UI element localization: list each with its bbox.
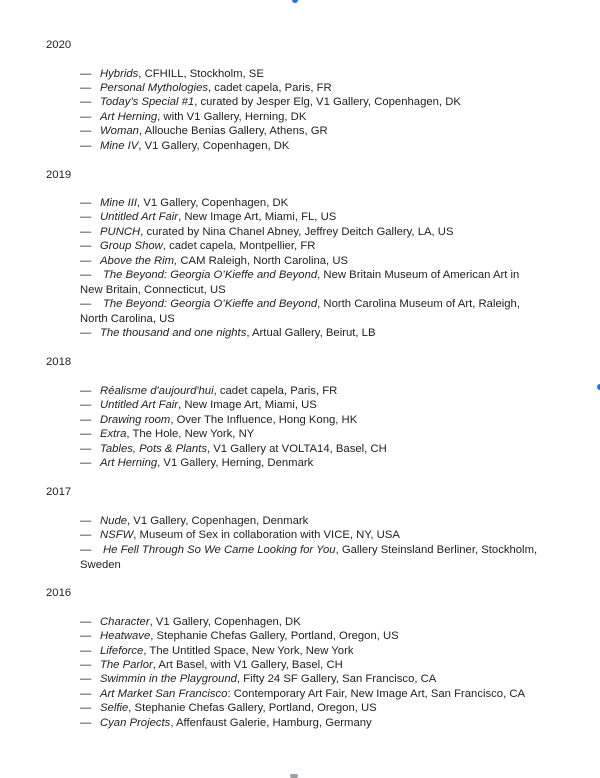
scroll-indicator-top (292, 0, 298, 3)
list-item: — The Beyond: Georgia O’Kieffe and Beyond, New Britain Museum of American Art in New Britain, Connecticut, US (80, 269, 520, 296)
list-item: — Art Herning, with V1 Gallery, Herning, DK (80, 111, 307, 123)
list-item: — Hybrids, CFHILL, Stockholm, SE (80, 68, 264, 80)
list-item: — Nude, V1 Gallery, Copenhagen, Denmark (80, 515, 309, 527)
list-item: — Untitled Art Fair, New Image Art, Miami, US (80, 399, 317, 411)
list-item: — NSFW, Museum of Sex in collaboration with VICE, NY, USA (80, 529, 400, 541)
year-heading-2020: 2020 (46, 39, 72, 51)
year-heading-2016: 2016 (46, 587, 72, 599)
list-item: — Tables, Pots & Plants, V1 Gallery at VOLTA14, Basel, CH (80, 443, 387, 455)
list-item: — He Fell Through So We Came Looking for You, Gallery Steinsland Berliner, Stockholm, Sweden (80, 544, 538, 571)
list-item: — Today’s Special #1, curated by Jesper Elg, V1 Gallery, Copenhagen, DK (80, 96, 461, 108)
list-item: — The thousand and one nights, Artual Gallery, Beirut, LB (80, 327, 376, 339)
list-item: — Cyan Projects, Affenfaust Galerie, Hamburg, Germany (80, 717, 372, 729)
list-item: — PUNCH, curated by Nina Chanel Abney, Jeffrey Deitch Gallery, LA, US (80, 226, 454, 238)
list-item: — Heatwave, Stephanie Chefas Gallery, Portland, Oregon, US (80, 630, 399, 642)
list-item: — The Beyond: Georgia O’Kieffe and Beyond, North Carolina Museum of Art, Raleigh, North Carolina, US (80, 298, 520, 325)
year-heading-2019: 2019 (46, 169, 72, 181)
list-item: — Mine IV, V1 Gallery, Copenhagen, DK (80, 140, 290, 152)
list-item: — Mine III, V1 Gallery, Copenhagen, DK (80, 197, 289, 209)
list-item: — Untitled Art Fair, New Image Art, Miami, FL, US (80, 211, 337, 223)
list-item: — Lifeforce, The Untitled Space, New York, New York (80, 645, 354, 657)
list-item: — Extra, The Hole, New York, NY (80, 428, 255, 440)
list-item: — Woman, Allouche Benias Gallery, Athens, GR (80, 125, 328, 137)
list-item: — Art Herning, V1 Gallery, Herning, Denmark (80, 457, 314, 469)
list-item: — Art Market San Francisco: Contemporary Art Fair, New Image Art, San Francisco, CA (80, 688, 526, 700)
list-item: — Character, V1 Gallery, Copenhagen, DK (80, 616, 301, 628)
year-heading-2017: 2017 (46, 486, 72, 498)
list-item: — Personal Mythologies, cadet capela, Paris, FR (80, 82, 332, 94)
list-item: — Réalisme d'aujourd'hui, cadet capela, Paris, FR (80, 385, 338, 397)
list-item: — Group Show, cadet capela, Montpellier, FR (80, 240, 316, 252)
list-item: — Drawing room, Over The Influence, Hong Kong, HK (80, 414, 358, 426)
list-item: — Selfie, Stephanie Chefas Gallery, Portland, Oregon, US (80, 702, 377, 714)
scroll-indicator-bottom (290, 774, 298, 778)
year-heading-2018: 2018 (46, 356, 72, 368)
list-item: — Above the Rim, CAM Raleigh, North Carolina, US (80, 255, 349, 267)
list-item: — The Parlor, Art Basel, with V1 Gallery, Basel, CH (80, 659, 343, 671)
list-item: — Swimmin in the Playground, Fifty 24 SF Gallery, San Francisco, CA (80, 673, 437, 685)
